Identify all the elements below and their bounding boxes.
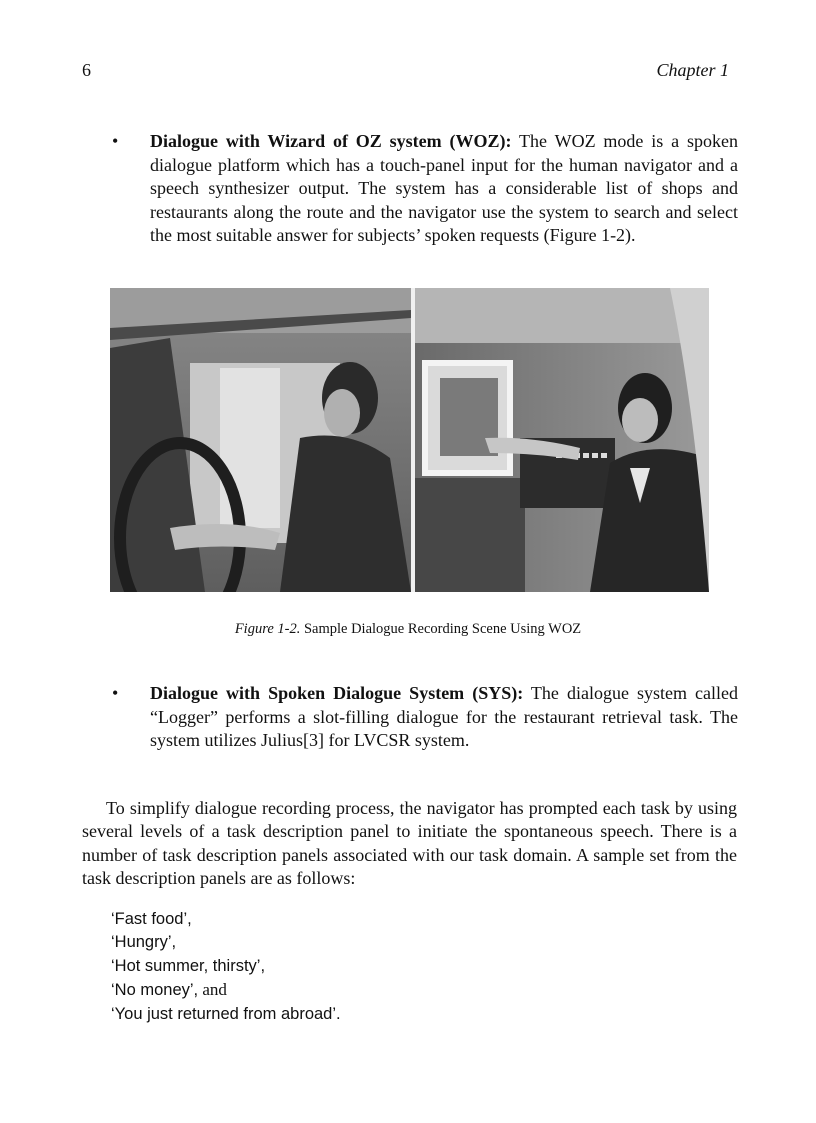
page-number: 6 — [82, 60, 91, 80]
bullet-woz-text — [150, 130, 738, 248]
example-item: ‘Hungry’, — [111, 933, 177, 952]
figure-photo — [110, 288, 709, 592]
bullet-marker: • — [112, 131, 119, 151]
bullet-woz — [112, 130, 738, 248]
bullet-sys — [112, 682, 738, 753]
bullet-woz-title: Dialogue with Wizard of OZ system (WOZ): — [150, 131, 512, 151]
example-item-line — [111, 978, 341, 1002]
figure-label: Figure 1-2. — [234, 621, 301, 637]
example-item: ‘Fast food’, — [111, 910, 192, 928]
figure-caption — [0, 621, 816, 638]
example-conjunction: and — [198, 980, 227, 1000]
bullet-sys-title: Dialogue with Spoken Dialogue System (SYS): — [150, 683, 524, 703]
recording-scene-photo — [110, 288, 709, 592]
figure-caption-text: Sample Dialogue Recording Scene Using WOZ — [300, 621, 582, 637]
example-list — [111, 908, 341, 1026]
bullet-woz-body: The WOZ mode is a spoken dialogue platform which has a touch-panel input for the human navigator and a speech synthesizer output. The system has a considerable list of shops and restaurants along the route and the navigator use the system to search and select the most suitable answer for subjects’ spoken requests (Figure 1-2). — [150, 131, 739, 245]
example-item: ‘Hot summer, thirsty’, — [111, 956, 266, 975]
body-paragraph: To simplify dialogue recording process, the navigator has prompted each task by using several levels of a task description panel to initiate the spontaneous speech. There is a number of task description panels associated with our task domain. A sample set from the task description panels are as follows: — [82, 798, 737, 888]
bullet-sys-text — [150, 682, 738, 753]
example-item: ‘You just returned from abroad’. — [111, 1004, 341, 1023]
example-item: ‘No money’, — [111, 981, 199, 1000]
running-head: Chapter 1 — [656, 60, 729, 80]
bullet-marker: • — [112, 683, 119, 703]
bullet-sys-body: The dialogue system called “Logger” performs a slot-filling dialogue for the restaurant retrieval task. The system utilizes Julius[3] for LVCSR system. — [150, 683, 738, 750]
